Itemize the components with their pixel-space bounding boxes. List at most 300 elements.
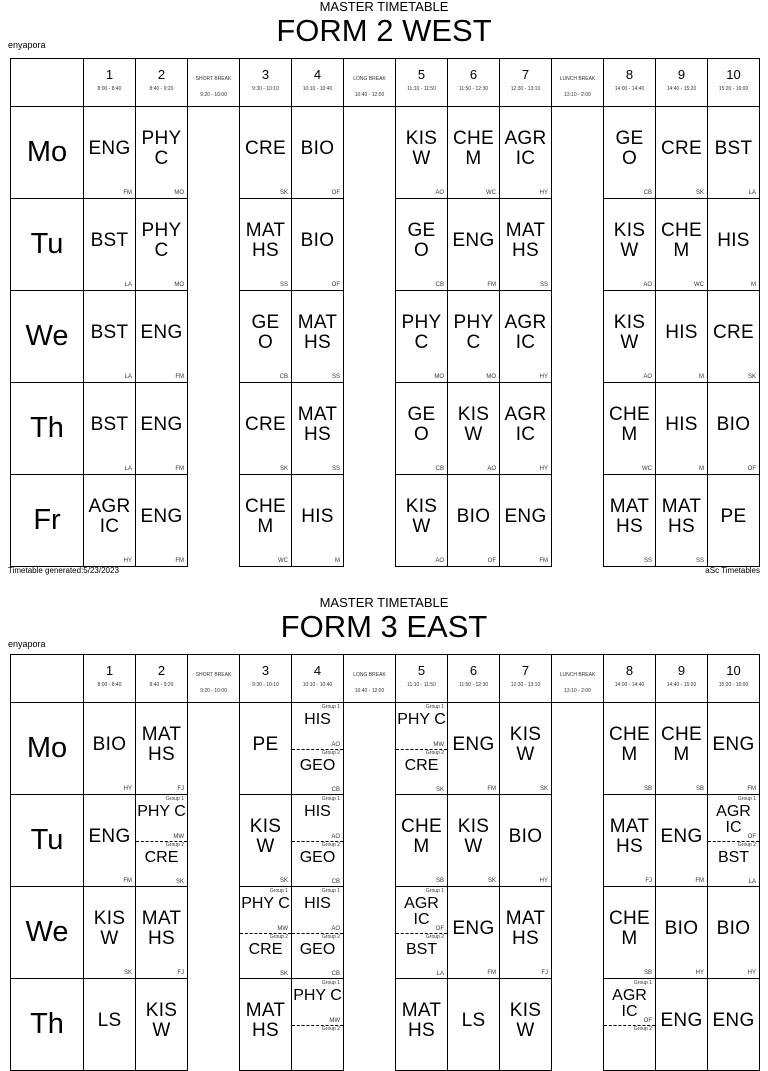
subject-line: BST	[90, 321, 129, 343]
group-subject: HIS	[304, 711, 331, 728]
lesson-cell	[500, 383, 552, 475]
group-subject: BST	[717, 848, 750, 866]
teacher-code: SS	[331, 466, 340, 472]
period-time: 9:30 - 10:10	[252, 682, 279, 688]
group-subject: GEO	[299, 756, 336, 774]
lesson-cell	[708, 475, 760, 567]
lesson-cell	[84, 887, 136, 979]
lesson-group	[292, 933, 343, 979]
teacher-code: AO	[487, 466, 496, 472]
group-label: Group 1	[633, 980, 652, 986]
period-header	[136, 655, 188, 703]
teacher-code: HY	[123, 786, 132, 792]
timetable-1-grid	[10, 58, 760, 567]
break-label: SHORT BREAK	[195, 76, 232, 82]
period-header	[448, 59, 500, 107]
teacher-code: CB	[279, 374, 288, 380]
subject-line: C	[414, 331, 429, 353]
subject-line: PHY	[401, 311, 442, 333]
subject-line: PHY	[453, 311, 494, 333]
teacher-code: HY	[123, 558, 132, 564]
lesson-subject	[136, 507, 187, 527]
break-cell	[188, 979, 240, 1071]
group-label: Group 1	[425, 704, 444, 710]
subject-line: BIO	[456, 505, 491, 527]
subject-line: LS	[97, 1009, 122, 1031]
break-cell	[344, 107, 396, 199]
lesson-subject	[604, 129, 655, 169]
subject-line: CHE	[452, 127, 494, 149]
lesson-group	[292, 1025, 343, 1071]
teacher-code: FM	[695, 878, 704, 884]
subject-line: ENG	[712, 1009, 755, 1031]
subject-line: HS	[512, 239, 539, 261]
subject-line: HS	[304, 423, 331, 445]
lesson-cell	[500, 795, 552, 887]
group-teacher: MW	[277, 925, 288, 932]
group-subject: PHY C	[293, 987, 342, 1004]
group-label: Group 1	[737, 796, 756, 802]
subject-line: CHE	[400, 815, 442, 837]
subject-line: MAT	[505, 219, 546, 241]
lesson-subject	[656, 221, 707, 261]
lesson-cell	[604, 703, 656, 795]
subject-line: MAT	[297, 311, 338, 333]
teacher-code: HY	[695, 970, 704, 976]
teacher-code: MO	[174, 190, 184, 196]
break-header	[188, 655, 240, 703]
subject-line: AGR	[88, 495, 131, 517]
lesson-cell	[500, 291, 552, 383]
teacher-code: SB	[435, 878, 444, 884]
lesson-cell	[448, 383, 500, 475]
break-label: LONG BREAK	[353, 672, 386, 678]
lesson-subject	[500, 507, 551, 527]
subject-line: MAT	[245, 999, 286, 1021]
lesson-cell	[448, 795, 500, 887]
lesson-cell	[84, 383, 136, 475]
lesson-subject	[604, 497, 655, 537]
lesson-group	[292, 887, 343, 934]
subject-line: HS	[304, 331, 331, 353]
lesson-group	[396, 749, 447, 795]
break-cell	[552, 475, 604, 567]
period-number: 3	[261, 663, 270, 678]
lesson-cell	[604, 107, 656, 199]
lesson-cell	[656, 475, 708, 567]
lesson-cell	[292, 887, 344, 979]
subject-line: M	[413, 835, 430, 857]
period-time: 14:40 - 15:20	[666, 682, 697, 688]
day-label: Tu	[30, 824, 64, 856]
teacher-code: M	[335, 558, 340, 564]
subject-line: HS	[148, 927, 175, 949]
lesson-cell	[292, 703, 344, 795]
break-header	[552, 59, 604, 107]
subject-line: GE	[251, 311, 280, 333]
period-number: 7	[521, 67, 530, 82]
lesson-cell	[84, 979, 136, 1071]
period-number: 9	[677, 663, 686, 678]
break-cell	[552, 199, 604, 291]
subject-line: KIS	[405, 127, 438, 149]
group-label: Group 1	[321, 888, 340, 894]
subject-line: ENG	[452, 229, 495, 251]
break-cell	[552, 887, 604, 979]
lesson-subject	[708, 415, 759, 435]
teacher-code: WC	[642, 466, 652, 472]
lesson-cell	[656, 795, 708, 887]
lesson-subject	[84, 909, 135, 949]
subject-line: ENG	[140, 505, 183, 527]
period-time: 10:10 - 10:40	[302, 86, 333, 92]
day-label: Th	[30, 1008, 64, 1040]
period-time: 14:40 - 15:20	[666, 86, 697, 92]
lesson-cell	[136, 475, 188, 567]
period-header	[84, 59, 136, 107]
subject-line: PHY	[141, 219, 182, 241]
teacher-code: FJ	[177, 970, 184, 976]
subject-line: KIS	[249, 815, 282, 837]
break-cell	[552, 107, 604, 199]
lesson-group	[604, 1025, 655, 1071]
teacher-code: FM	[175, 374, 184, 380]
period-number: 9	[677, 67, 686, 82]
lesson-subject	[708, 919, 759, 939]
period-number: 7	[521, 663, 530, 678]
group-label: Group 2	[425, 749, 444, 756]
lesson-subject	[448, 313, 499, 353]
group-label: Group 2	[269, 933, 288, 940]
day-row	[11, 107, 760, 199]
period-time: 8:40 - 9:20	[149, 682, 174, 688]
day-label: We	[25, 916, 69, 948]
subject-line: BIO	[300, 137, 335, 159]
lesson-subject	[292, 405, 343, 445]
teacher-code: M	[699, 374, 704, 380]
break-cell	[188, 199, 240, 291]
period-time: 10:10 - 10:40	[302, 682, 333, 688]
lesson-cell	[500, 475, 552, 567]
period-number: 6	[469, 663, 478, 678]
teacher-code: FM	[487, 282, 496, 288]
period-number: 3	[261, 67, 270, 82]
subject-line: M	[465, 147, 482, 169]
subject-line: AGR	[504, 403, 547, 425]
lesson-group	[136, 841, 187, 887]
subject-line: KIS	[145, 999, 178, 1021]
lesson-cell	[240, 887, 292, 979]
period-number: 5	[417, 67, 426, 82]
subject-line: GE	[615, 127, 644, 149]
break-header	[552, 655, 604, 703]
day-cell	[11, 383, 84, 475]
break-cell	[344, 199, 396, 291]
teacher-code: MO	[486, 374, 496, 380]
subject-line: ENG	[504, 505, 547, 527]
lesson-subject	[396, 129, 447, 169]
day-label: Mo	[26, 732, 68, 764]
subject-line: BIO	[716, 413, 751, 435]
lesson-subject	[604, 313, 655, 353]
group-teacher: AO	[331, 925, 340, 932]
lesson-cell	[604, 291, 656, 383]
subject-line: C	[466, 331, 481, 353]
period-time: 13:10 - 2:00	[564, 92, 591, 98]
day-row	[11, 703, 760, 795]
subject-line: BIO	[300, 229, 335, 251]
lesson-cell	[240, 795, 292, 887]
lesson-subject	[604, 405, 655, 445]
break-label: LUNCH BREAK	[559, 672, 596, 678]
period-time: 10:40 - 12:00	[354, 92, 385, 98]
lesson-subject	[500, 129, 551, 169]
period-number: 8	[625, 67, 634, 82]
break-cell	[188, 887, 240, 979]
teacher-code: FM	[175, 558, 184, 564]
teacher-code: SK	[695, 190, 704, 196]
teacher-code: LA	[124, 282, 132, 288]
subject-line: KIS	[405, 495, 438, 517]
day-row	[11, 979, 760, 1071]
subject-line: W	[464, 835, 483, 857]
teacher-code: WC	[694, 282, 704, 288]
group-teacher: MW	[173, 833, 184, 840]
lesson-cell	[136, 887, 188, 979]
subject-line: HIS	[301, 505, 334, 527]
day-cell	[11, 703, 84, 795]
subject-line: HS	[408, 1019, 435, 1041]
period-header	[708, 59, 760, 107]
teacher-code: MO	[434, 374, 444, 380]
teacher-code: HY	[539, 374, 548, 380]
subject-line: O	[413, 239, 430, 261]
lesson-group	[604, 979, 655, 1026]
lesson-group	[240, 887, 291, 934]
period-time: 14:00 - 14:40	[614, 682, 645, 688]
subject-line: PE	[252, 733, 279, 755]
teacher-code: SK	[487, 878, 496, 884]
lesson-group	[708, 841, 759, 887]
lesson-subject	[604, 909, 655, 949]
lesson-subject	[292, 231, 343, 251]
break-cell	[344, 383, 396, 475]
lesson-subject	[240, 313, 291, 353]
lesson-cell	[136, 703, 188, 795]
lesson-cell	[448, 703, 500, 795]
subject-line: ENG	[88, 137, 131, 159]
lesson-cell	[84, 795, 136, 887]
group-label: Group 1	[321, 796, 340, 802]
teacher-code: M	[751, 282, 756, 288]
group-subject: CRE	[404, 756, 439, 774]
lesson-subject	[292, 313, 343, 353]
break-cell	[344, 475, 396, 567]
group-label: Group 2	[321, 749, 340, 756]
lesson-cell	[604, 199, 656, 291]
lesson-subject	[396, 405, 447, 445]
lesson-subject	[396, 221, 447, 261]
corner-cell	[11, 59, 84, 107]
lesson-cell	[604, 887, 656, 979]
day-label: Mo	[26, 136, 68, 168]
lesson-subject	[84, 497, 135, 537]
period-number: 6	[469, 67, 478, 82]
day-cell	[11, 291, 84, 383]
lesson-subject	[240, 221, 291, 261]
lesson-group	[136, 795, 187, 842]
subject-line: IC	[515, 331, 536, 353]
group-subject: PHY C	[137, 803, 186, 820]
period-number: 4	[313, 67, 322, 82]
period-number: 5	[417, 663, 426, 678]
lesson-cell	[396, 475, 448, 567]
lesson-cell	[240, 383, 292, 475]
lesson-subject	[604, 817, 655, 857]
period-number: 10	[726, 663, 741, 678]
period-time: 9:30 - 10:10	[252, 86, 279, 92]
teacher-code: SK	[279, 190, 288, 196]
teacher-code: FM	[175, 466, 184, 472]
subject-line: W	[516, 1019, 535, 1041]
teacher-code: HY	[747, 970, 756, 976]
teacher-code: SS	[643, 558, 652, 564]
teacher-code: SB	[643, 970, 652, 976]
period-time: 11:10 - 11:50	[407, 682, 436, 688]
group-teacher: CB	[331, 971, 340, 977]
group-label: Group 1	[321, 704, 340, 710]
lesson-cell	[708, 795, 760, 887]
subject-line: HIS	[717, 229, 750, 251]
group-teacher: MW	[329, 1017, 340, 1024]
subject-line: GE	[407, 219, 436, 241]
period-header	[240, 655, 292, 703]
subject-line: CRE	[712, 321, 754, 343]
lesson-subject	[396, 817, 447, 857]
lesson-cell	[656, 703, 708, 795]
break-header	[344, 59, 396, 107]
group-subject: CRE	[248, 940, 283, 958]
lesson-cell	[656, 199, 708, 291]
lesson-subject	[500, 725, 551, 765]
group-subject: AGR IC	[612, 987, 647, 1020]
lesson-cell	[396, 383, 448, 475]
subject-line: BIO	[716, 917, 751, 939]
lesson-subject	[656, 323, 707, 343]
teacher-code: CB	[435, 466, 444, 472]
period-number: 4	[313, 663, 322, 678]
day-cell	[11, 795, 84, 887]
lesson-subject	[448, 817, 499, 857]
period-header	[604, 59, 656, 107]
day-row	[11, 383, 760, 475]
lesson-subject	[136, 1001, 187, 1041]
group-label: Group 2	[321, 933, 340, 940]
period-number: 1	[105, 663, 114, 678]
lesson-cell	[448, 291, 500, 383]
subject-line: CHE	[608, 403, 650, 425]
teacher-code: LA	[124, 374, 132, 380]
lesson-subject	[240, 139, 291, 159]
lesson-subject	[708, 323, 759, 343]
lesson-subject	[396, 497, 447, 537]
group-subject: GEO	[299, 940, 336, 958]
break-cell	[188, 107, 240, 199]
subject-line: LS	[461, 1009, 486, 1031]
lesson-cell	[448, 199, 500, 291]
lesson-cell	[656, 107, 708, 199]
subject-line: W	[100, 927, 119, 949]
subject-line: O	[413, 423, 430, 445]
lesson-cell	[448, 107, 500, 199]
lesson-cell	[396, 107, 448, 199]
lesson-subject	[448, 1011, 499, 1031]
break-header	[344, 655, 396, 703]
lesson-subject	[656, 497, 707, 537]
teacher-code: SS	[279, 282, 288, 288]
lesson-cell	[448, 887, 500, 979]
period-time: 11:50 - 12:30	[458, 682, 489, 688]
lesson-cell	[656, 887, 708, 979]
period-header	[604, 655, 656, 703]
lesson-group	[396, 887, 447, 934]
period-number: 1	[105, 67, 114, 82]
period-time: 8:40 - 9:20	[149, 86, 174, 92]
lesson-cell	[396, 795, 448, 887]
break-cell	[552, 703, 604, 795]
subject-line: W	[464, 423, 483, 445]
subject-line: W	[412, 147, 431, 169]
lesson-subject	[448, 735, 499, 755]
lesson-subject	[500, 221, 551, 261]
break-cell	[552, 795, 604, 887]
period-header	[292, 59, 344, 107]
teacher-code: MO	[174, 282, 184, 288]
lesson-cell	[136, 795, 188, 887]
break-cell	[552, 291, 604, 383]
timetable-1-title: FORM 2 WEST	[276, 13, 492, 48]
subject-line: MAT	[141, 723, 182, 745]
teacher-code: SB	[643, 786, 652, 792]
lesson-cell	[604, 979, 656, 1071]
day-cell	[11, 475, 84, 567]
teacher-code: FM	[123, 190, 132, 196]
subject-line: MAT	[401, 999, 442, 1021]
period-time: 14:00 - 14:40	[614, 86, 645, 92]
period-header	[292, 655, 344, 703]
teacher-code: FM	[747, 786, 756, 792]
subject-line: O	[621, 147, 638, 169]
subject-line: CRE	[660, 137, 702, 159]
lesson-cell	[500, 887, 552, 979]
group-teacher: OF	[747, 833, 756, 840]
teacher-code: OF	[331, 190, 340, 196]
lesson-cell	[708, 291, 760, 383]
lesson-cell	[240, 107, 292, 199]
day-row	[11, 795, 760, 887]
teacher-code: CB	[435, 282, 444, 288]
period-time: 10:40 - 12:00	[354, 688, 385, 694]
lesson-subject	[448, 231, 499, 251]
day-row	[11, 291, 760, 383]
teacher-code: SB	[695, 786, 704, 792]
lesson-cell	[396, 199, 448, 291]
subject-line: ENG	[712, 733, 755, 755]
lesson-subject	[708, 1011, 759, 1031]
teacher-code: AO	[435, 558, 444, 564]
group-label: Group 2	[633, 1025, 652, 1032]
lesson-group	[396, 933, 447, 979]
